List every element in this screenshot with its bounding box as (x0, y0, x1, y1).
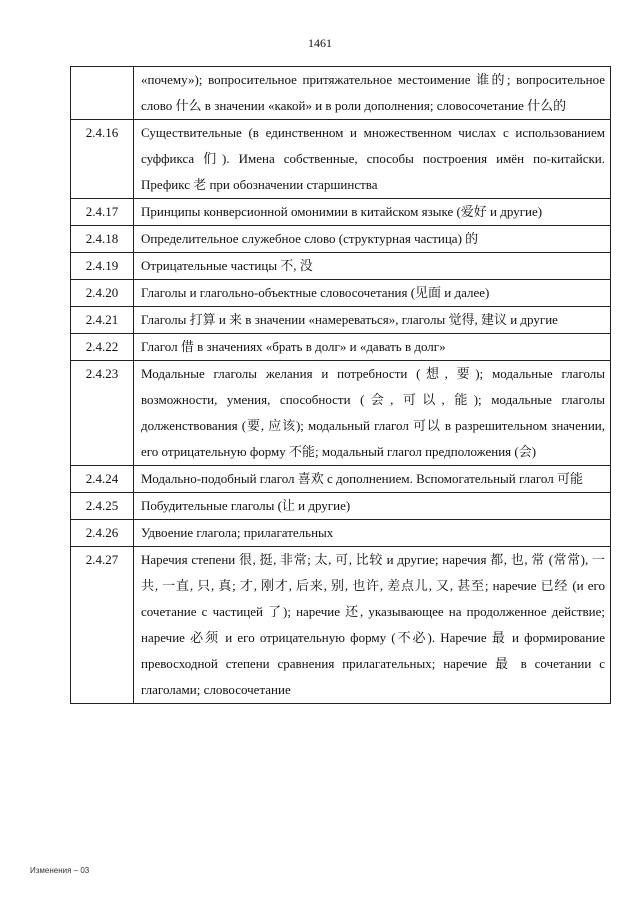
row-text: Удвоение глагола; прилагательных (134, 520, 611, 547)
table-row (71, 253, 611, 280)
row-text: Глаголы 打算 и 来 в значении «намереваться», глаголы 觉得, 建议 и другие (134, 307, 611, 334)
row-number: 2.4.23 (71, 361, 134, 466)
row-text: Побудительные глаголы (让 и другие) (134, 493, 611, 520)
row-number (71, 67, 134, 120)
row-number: 2.4.17 (71, 199, 134, 226)
row-text: Наречия степени 很, 挺, 非常; 太, 可, 比较 и другие; наречия 都, 也, 常 (常常), 一共, 一直, 只, 真; 才, 刚才, 后来, 别, 也许, 差点儿, 又, 甚至; наречие 已经 (и его сочетание с частицей 了); наречие 还, указывающее на продолженное действие; наречие 必须 и его отрицательную форму (不必). Наречие 最 и формирование превосходной степени сравнения прилагательных; наречие 最 в сочетании с глаголами; словосочетание (134, 547, 611, 704)
row-text: Определительное служебное слово (структурная частица) 的 (134, 226, 611, 253)
table-row (71, 226, 611, 253)
table-row (71, 520, 611, 547)
syllabus-table (70, 66, 611, 704)
row-number: 2.4.22 (71, 334, 134, 361)
table-row (71, 280, 611, 307)
row-number: 2.4.19 (71, 253, 134, 280)
table-row (71, 199, 611, 226)
row-text: Отрицательные частицы 不, 没 (134, 253, 611, 280)
row-text: Глаголы и глагольно-объектные словосочетания (见面 и далее) (134, 280, 611, 307)
table-row (71, 307, 611, 334)
row-number: 2.4.16 (71, 120, 134, 199)
page-footer: Изменения – 03 (30, 866, 90, 875)
table-row (71, 334, 611, 361)
row-number: 2.4.18 (71, 226, 134, 253)
row-number: 2.4.25 (71, 493, 134, 520)
row-number: 2.4.20 (71, 280, 134, 307)
page-number: 1461 (308, 36, 332, 50)
row-text: Модально-подобный глагол 喜欢 с дополнением. Вспомогательный глагол 可能 (134, 466, 611, 493)
table-row (71, 120, 611, 199)
table-row (71, 361, 611, 466)
row-number: 2.4.24 (71, 466, 134, 493)
row-text: Существительные (в единственном и множественном числах с использованием суффикса 们). Имена собственные, способы построения имён по-китайски. Префикс 老 при обозначении старшинства (134, 120, 611, 199)
table-row (71, 67, 611, 120)
row-text: «почему»); вопросительное притяжательное местоимение 谁的; вопросительное слово 什么 в значении «какой» и в роли дополнения; словосочетание 什么的 (134, 67, 611, 120)
table-row (71, 547, 611, 704)
row-number: 2.4.21 (71, 307, 134, 334)
row-number: 2.4.27 (71, 547, 134, 704)
table-row (71, 493, 611, 520)
row-text: Глагол 借 в значениях «брать в долг» и «давать в долг» (134, 334, 611, 361)
row-text: Принципы конверсионной омонимии в китайском языке (爱好 и другие) (134, 199, 611, 226)
row-text: Модальные глаголы желания и потребности (想, 要); модальные глаголы возможности, умения, способности (会, 可以, 能); модальные глаголы долженствования (要, 应该); модальный глагол 可以 в разрешительном значении, его отрицательную форму 不能; модальный глагол предположения (会) (134, 361, 611, 466)
table-row (71, 466, 611, 493)
row-number: 2.4.26 (71, 520, 134, 547)
